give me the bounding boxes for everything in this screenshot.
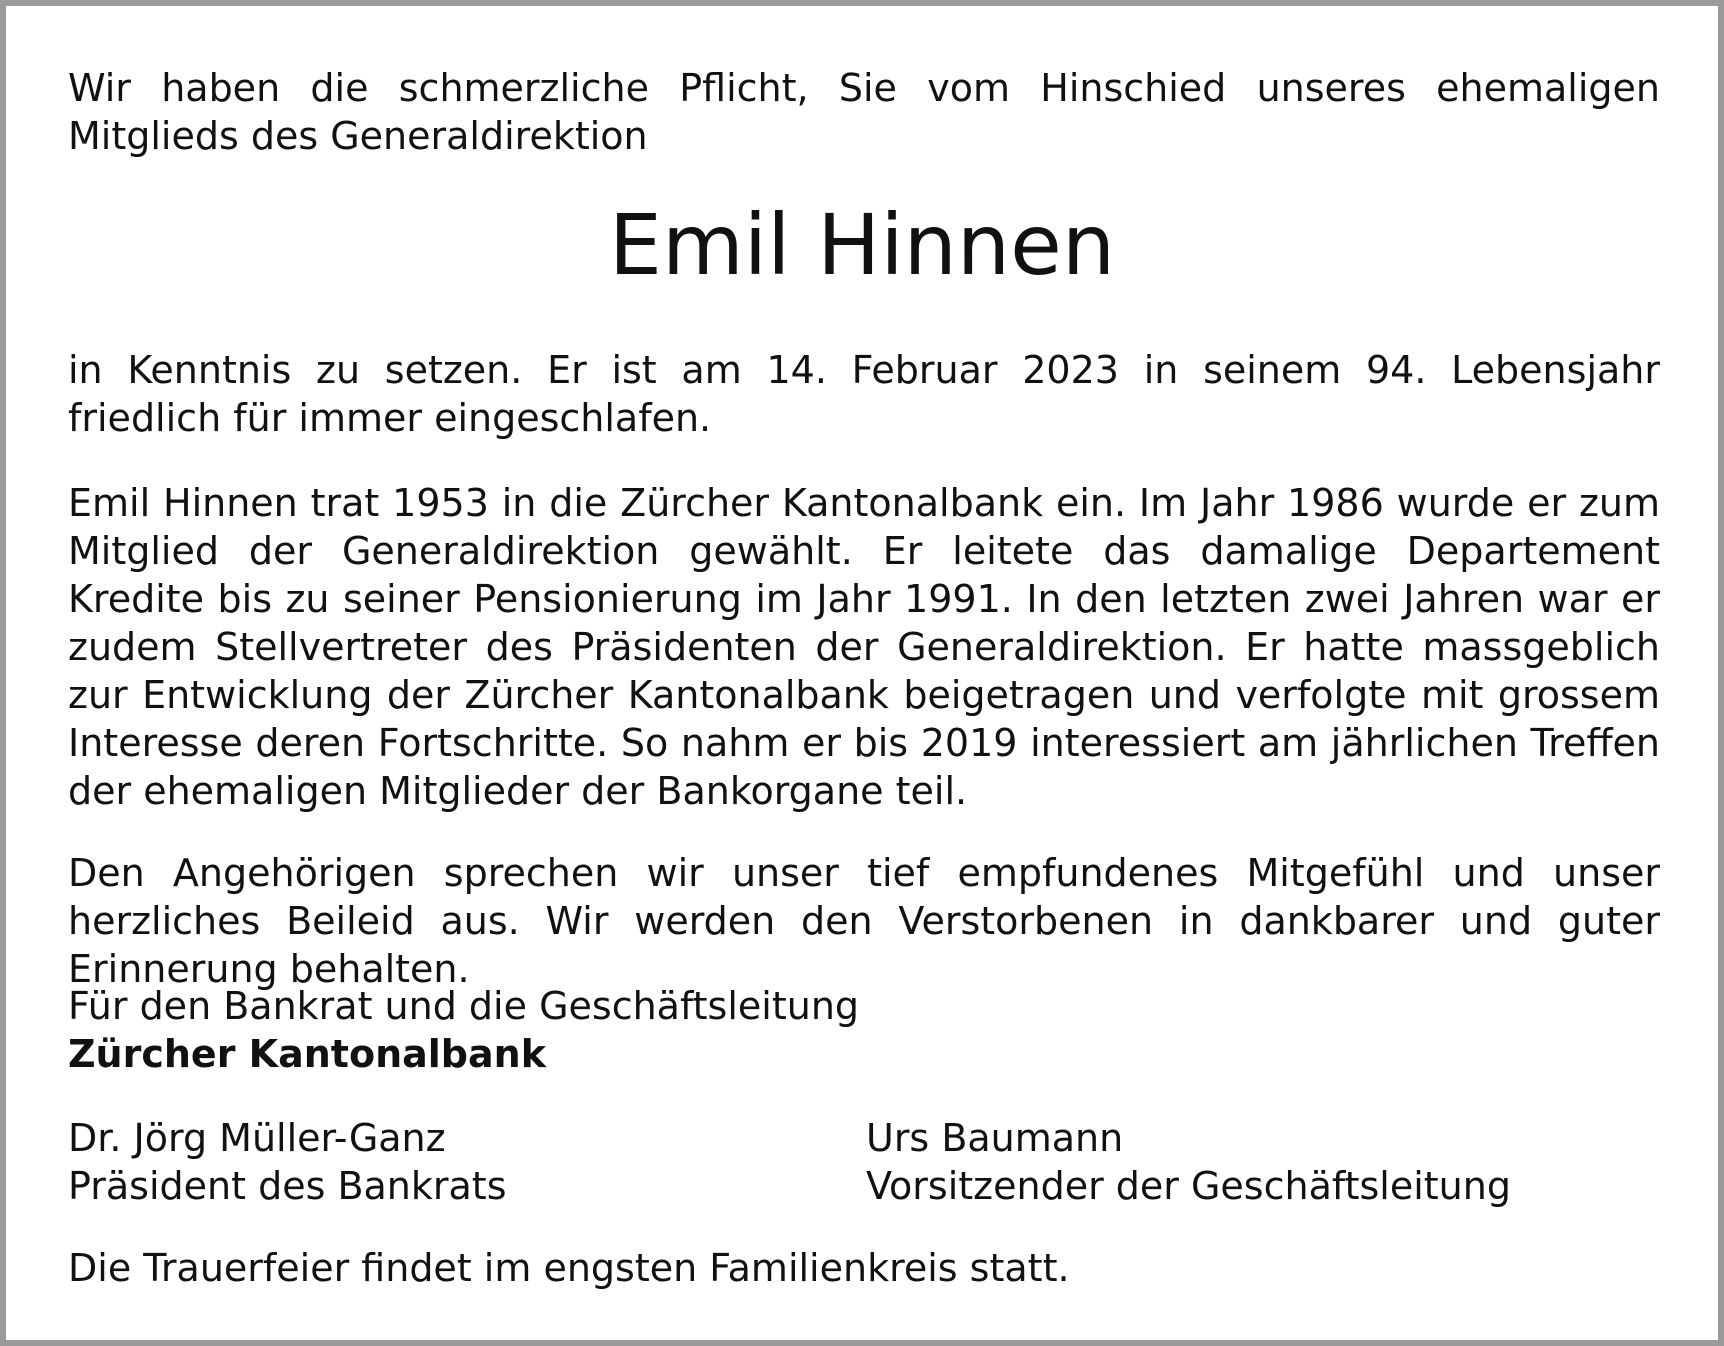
signatory-right — [866, 1114, 1511, 1210]
signatory-role: Vorsitzender der Geschäftsleitung — [866, 1164, 1511, 1208]
signatory-role: Präsident des Bankrats — [68, 1164, 507, 1208]
on-behalf-line: Für den Bankrat und die Geschäftsleitung — [68, 984, 860, 1028]
intro-text: Wir haben die schmerzliche Pflicht, Sie vom Hinschied unseres ehemaligen Mitglieds des Generaldirektion — [68, 66, 1660, 158]
paragraph-condolences: Den Angehörigen sprechen wir unser tief empfundenes Mitgefühl und unser herzliches Beileid aus. Wir werden den Verstorbenen in dankbarer und guter Erinnerung behalten. — [68, 851, 1660, 991]
closing-note: Die Trauerfeier findet im engsten Familienkreis statt. — [68, 1246, 1070, 1290]
paragraph-biography: Emil Hinnen trat 1953 in die Zürcher Kantonalbank ein. Im Jahr 1986 wurde er zum Mitglied der Generaldirektion gewählt. Er leitete das damalige Departement Kredite bis zu seiner Pensionierung im Jahr 1991. In den letzten zwei Jahren war er zudem Stellvertreter des Präsidenten der Generaldirektion. Er hatte massgeblich zur Entwicklung der Zürcher Kantonalbank beigetragen und verfolgte mit grossem Interesse deren Fortschritte. So nahm er bis 2019 interessiert am jährlichen Treffen der ehemaligen Mitglieder der Bankorgane teil. — [68, 481, 1660, 813]
signatory-name: Dr. Jörg Müller-Ganz — [68, 1116, 446, 1160]
deceased-name: Emil Hinnen — [608, 196, 1116, 294]
paragraph-announcement: in Kenntnis zu setzen. Er ist am 14. Februar 2023 in seinem 94. Lebensjahr friedlich für immer eingeschlafen. — [68, 348, 1660, 440]
signatory-name: Urs Baumann — [866, 1116, 1124, 1160]
bank-name: Zürcher Kantonalbank — [68, 1032, 546, 1076]
signatory-left — [68, 1114, 507, 1210]
obituary-notice — [6, 6, 1718, 1340]
